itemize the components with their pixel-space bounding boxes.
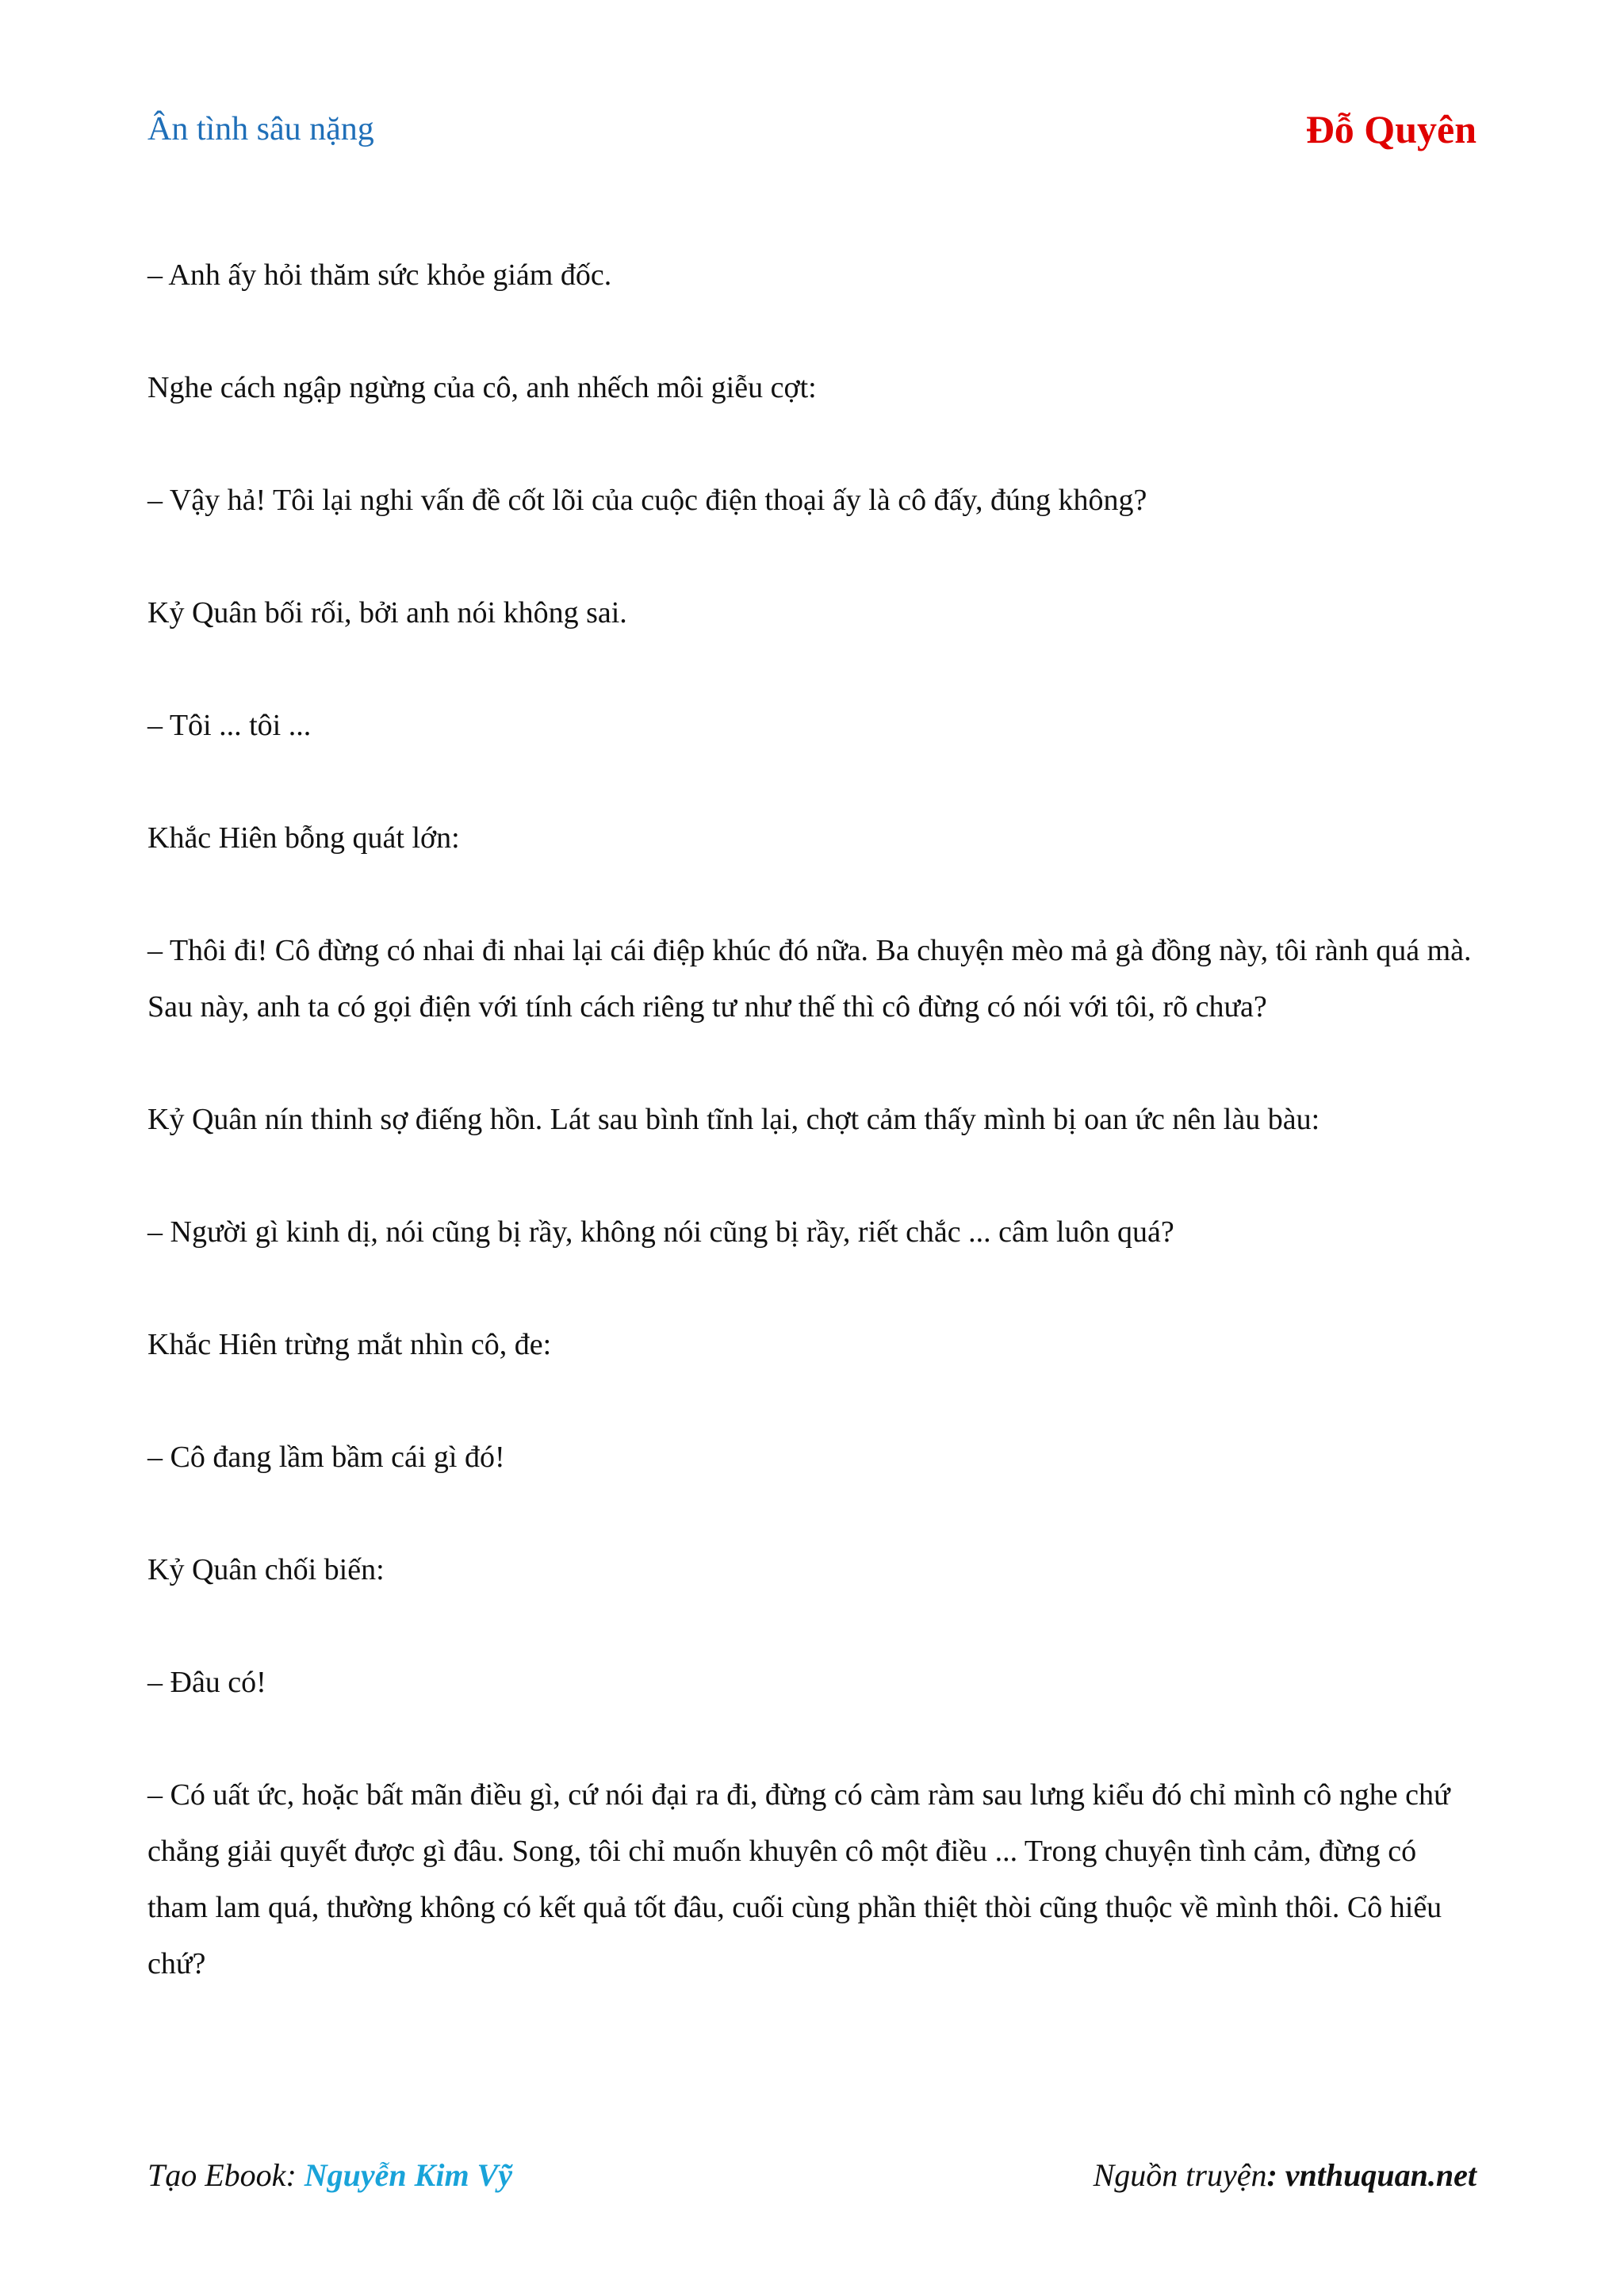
paragraph: Nghe cách ngập ngừng của cô, anh nhếch môi giễu cợt: (147, 371, 817, 404)
book-title: Ân tình sâu nặng (147, 111, 374, 147)
credit-name: Nguyễn Kim Vỹ (304, 2157, 512, 2193)
paragraph: – Tôi ... tôi ... (147, 709, 312, 742)
paragraph: – Cô đang lầm bầm cái gì đó! (147, 1441, 505, 1474)
source-label: Nguồn truyện (1093, 2157, 1267, 2193)
paragraph: Khắc Hiên bỗng quát lớn: (147, 821, 460, 855)
paragraph: Kỷ Quân chối biến: (147, 1553, 385, 1586)
paragraph: – Có uất ức, hoặc bất mãn điều gì, cứ nói đại ra đi, đừng có càm ràm sau lưng kiểu đó chỉ mình cô nghe chứ chẳng giải quyết được gì đâu. Song, tôi chỉ muốn khuyên cô một điều ... Trong chuyện tình cảm, đừng có tham lam quá, thường không có kết quả tốt đâu, cuối cùng phần thiệt thòi cũng thuộc về mình thôi. Cô hiểu chứ? (147, 1778, 1450, 1980)
paragraph: – Thôi đi! Cô đừng có nhai đi nhai lại cái điệp khúc đó nữa. Ba chuyện mèo mả gà đồng này, tôi rành quá mà. Sau này, anh ta có gọi điện với tính cách riêng tư như thế thì cô đừng có nói với tôi, rõ chưa? (147, 934, 1472, 1024)
ebook-credit: Tạo Ebook: Nguyễn Kim Vỹ (147, 2157, 512, 2193)
author-name: Đỗ Quyên (1305, 107, 1477, 151)
paragraph: Kỷ Quân nín thinh sợ điếng hồn. Lát sau bình tĩnh lại, chợt cảm thấy mình bị oan ức nên làu bàu: (147, 1103, 1320, 1136)
source-name: vnthuquan.net (1285, 2157, 1477, 2193)
paragraph: – Đâu có! (147, 1666, 266, 1699)
story-source: Nguồn truyện: vnthuquan.net (1093, 2157, 1477, 2193)
paragraph: – Vậy hả! Tôi lại nghi vấn đề cốt lõi của cuộc điện thoại ấy là cô đấy, đúng không? (147, 484, 1147, 517)
story-body (147, 247, 1477, 2049)
paragraph: Kỷ Quân bối rối, bởi anh nói không sai. (147, 596, 627, 629)
paragraph: Khắc Hiên trừng mắt nhìn cô, đe: (147, 1328, 552, 1361)
credit-label: Tạo Ebook (147, 2157, 286, 2193)
page-footer (147, 2156, 1477, 2194)
page-header (147, 101, 1477, 157)
paragraph: – Anh ấy hỏi thăm sức khỏe giám đốc. (147, 258, 612, 292)
paragraph: – Người gì kinh dị, nói cũng bị rầy, không nói cũng bị rầy, riết chắc ... câm luôn quá? (147, 1215, 1174, 1249)
